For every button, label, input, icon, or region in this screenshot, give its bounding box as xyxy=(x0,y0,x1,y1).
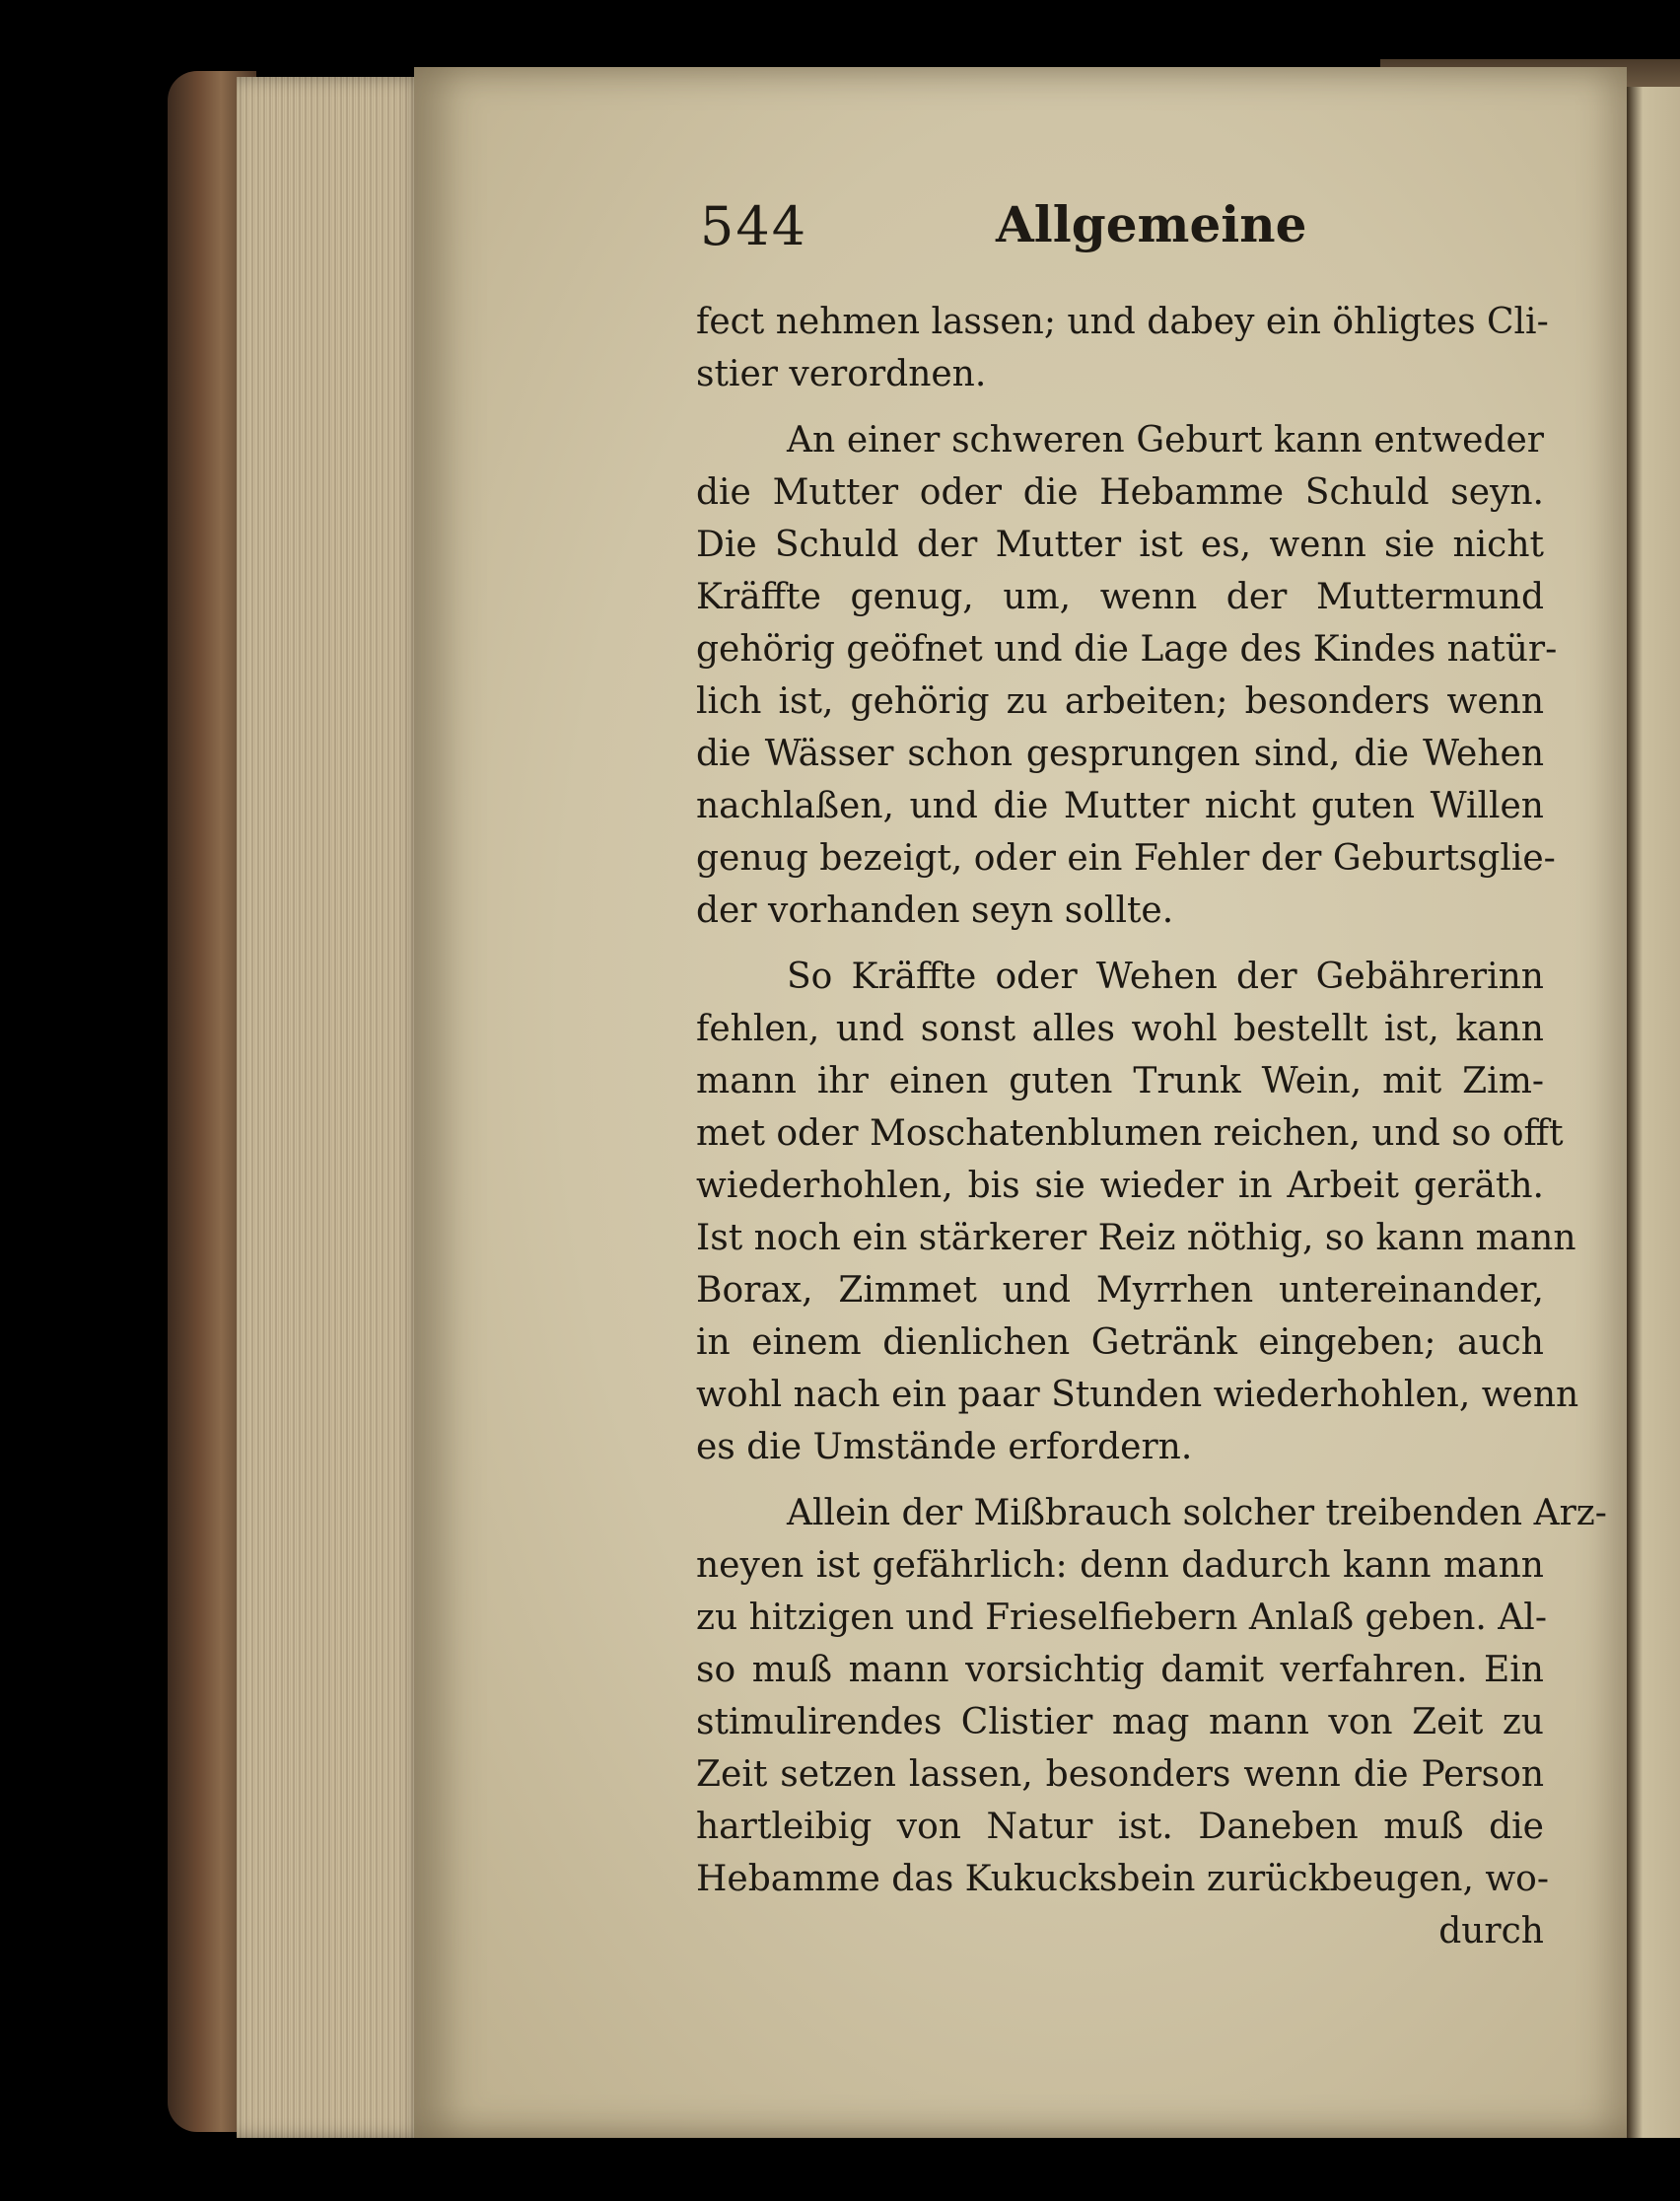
text-line: neyen ist gefährlich: denn dadurch kann mann xyxy=(696,1545,1544,1586)
text-line: fect nehmen lassen; und dabey ein öhligtes Cli- xyxy=(696,302,1549,342)
text-line: die Wässer schon gesprungen sind, die Wehen xyxy=(696,734,1544,774)
text-line: der vorhanden seyn sollte. xyxy=(696,890,1174,931)
text-line: An einer schweren Geburt kann entweder xyxy=(787,420,1544,461)
text-line: so muß mann vorsichtig damit verfahren. Ein xyxy=(696,1650,1544,1690)
text-line: So Kräffte oder Wehen der Gebährerinn xyxy=(787,957,1544,997)
text-line: Borax, Zimmet und Myrrhen untereinander, xyxy=(696,1270,1544,1311)
text-line: Hebamme das Kukucksbein zurückbeugen, wo- xyxy=(696,1859,1550,1899)
text-line: mann ihr einen guten Trunk Wein, mit Zim- xyxy=(696,1061,1544,1101)
text-line: hartleibig von Natur ist. Daneben muß die xyxy=(696,1807,1544,1847)
text-line: Zeit setzen lassen, besonders wenn die Person xyxy=(696,1754,1544,1795)
page-number: 544 xyxy=(700,195,808,257)
catchword: durch xyxy=(1438,1911,1544,1952)
text-line: wohl nach ein paar Stunden wiederhohlen, wenn xyxy=(696,1375,1579,1415)
text-line: lich ist, gehörig zu arbeiten; besonders wenn xyxy=(696,681,1544,722)
text-line: stimulirendes Clistier mag mann von Zeit zu xyxy=(696,1702,1544,1742)
text-line: zu hitzigen und Frieselfiebern Anlaß geben. Al- xyxy=(696,1598,1547,1638)
text-line: nachlaßen, und die Mutter nicht guten Willen xyxy=(696,786,1544,826)
page-header xyxy=(700,195,1489,274)
text-line: stier verordnen. xyxy=(696,354,987,394)
page-block-edges xyxy=(237,77,424,2138)
text-line: Kräffte genug, um, wenn der Muttermund xyxy=(696,577,1544,617)
text-line: Ist noch ein stärkerer Reiz nöthig, so kann mann xyxy=(696,1218,1576,1258)
text-line: Die Schuld der Mutter ist es, wenn sie nicht xyxy=(696,525,1544,565)
text-line: in einem dienlichen Getränk eingeben; auch xyxy=(696,1322,1544,1363)
running-head: Allgemeine xyxy=(996,195,1307,253)
text-line: gehörig geöfnet und die Lage des Kindes natür- xyxy=(696,629,1558,670)
text-line: es die Umstände erfordern. xyxy=(696,1427,1193,1467)
facing-page-edge xyxy=(1627,87,1680,2138)
text-line: genug bezeigt, oder ein Fehler der Geburtsglie- xyxy=(696,838,1556,879)
text-line: met oder Moschatenblumen reichen, und so offt xyxy=(696,1113,1564,1154)
text-line: wiederhohlen, bis sie wieder in Arbeit geräth. xyxy=(696,1166,1544,1206)
page-body-text xyxy=(696,296,1607,1957)
text-line: Allein der Mißbrauch solcher treibenden Arz- xyxy=(787,1493,1607,1533)
text-line: die Mutter oder die Hebamme Schuld seyn. xyxy=(696,472,1544,513)
text-line: fehlen, und sonst alles wohl bestellt ist, kann xyxy=(696,1009,1544,1049)
